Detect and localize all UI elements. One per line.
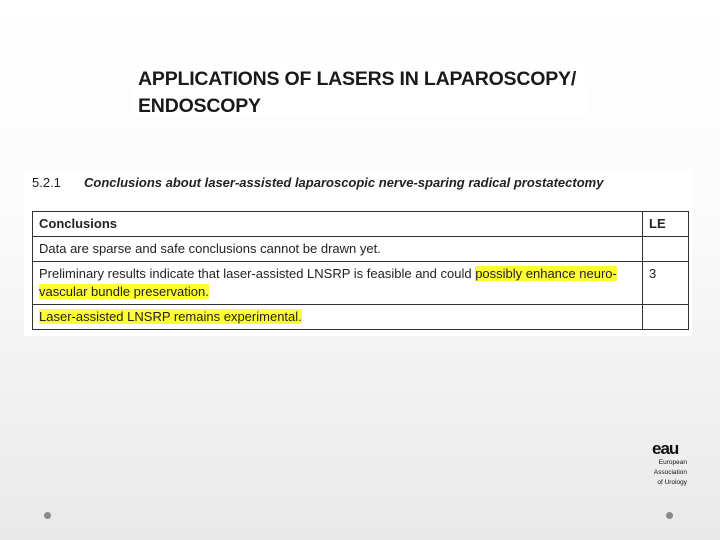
eau-logo-line2: Association (653, 469, 687, 476)
le-cell: 3 (643, 262, 689, 305)
section-heading (32, 175, 603, 190)
conclusion-cell (33, 305, 643, 330)
section-number: 5.2.1 (32, 175, 61, 190)
le-cell (643, 305, 689, 330)
table-header-row (33, 212, 689, 237)
eau-logo (648, 440, 698, 496)
conclusion-text: Data are sparse and safe conclusions cannot be drawn yet. (39, 241, 381, 256)
conclusion-text: Preliminary results indicate that laser-assisted LNSRP is feasible and could (39, 266, 476, 281)
eau-logo-line3: of Urology (657, 479, 687, 486)
conclusion-cell (33, 237, 643, 262)
conclusions-table (32, 211, 689, 330)
le-cell (643, 237, 689, 262)
conclusion-cell (33, 262, 643, 305)
header-le: LE (643, 212, 689, 237)
table-row (33, 237, 689, 262)
section-title: Conclusions about laser-assisted laparoscopic nerve-sparing radical prostatectomy (84, 175, 604, 190)
header-conclusions: Conclusions (33, 212, 643, 237)
eau-logo-line1: European (658, 459, 687, 466)
conclusion-highlight: Laser-assisted LNSRP remains experimental. (39, 309, 302, 324)
table-row (33, 305, 689, 330)
prev-slide-dot[interactable] (44, 512, 51, 519)
eau-logo-mark: eau (652, 439, 679, 458)
table-row (33, 262, 689, 305)
conclusion-highlight: possibly enhance neuro-vascular bundle preservation. (39, 266, 617, 299)
next-slide-dot[interactable] (666, 512, 673, 519)
slide-title: APPLICATIONS OF LASERS IN LAPAROSCOPY/ ENDOSCOPY (138, 68, 577, 117)
